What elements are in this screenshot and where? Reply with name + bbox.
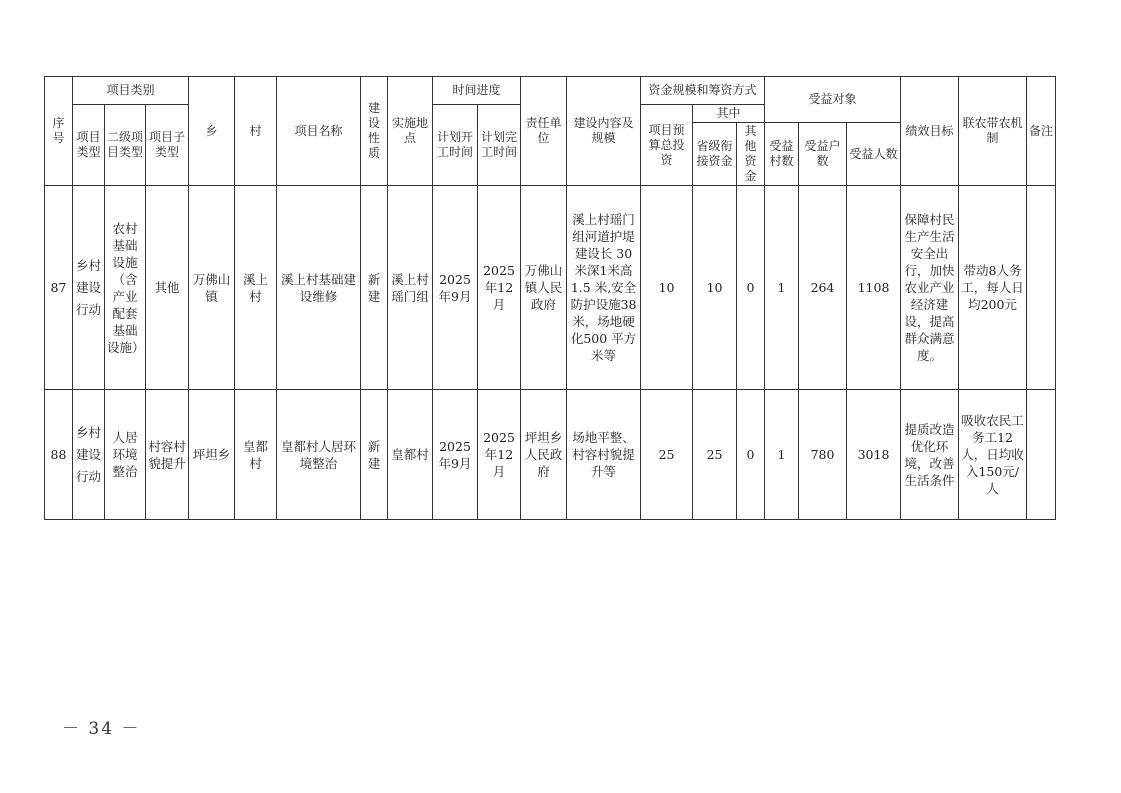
header-category-group: 项目类别 (73, 77, 189, 105)
header-responsible: 责任单位 (521, 77, 567, 186)
row-goal: 保障村民生产生活安全出行，加快农业产业经济建设，提高群众满意度。 (901, 186, 959, 390)
header-cat-type: 项目类型 (73, 105, 105, 186)
header-seq: 序号 (45, 77, 73, 186)
row-other-funds: 0 (737, 186, 765, 390)
header-project-name: 项目名称 (277, 77, 361, 186)
row-cat-type-text: 乡村建设行动 (75, 257, 101, 317)
row-remark (1027, 186, 1056, 390)
header-budget: 项目预算总投资 (641, 105, 693, 186)
row-nature: 新建 (361, 390, 388, 520)
row-ben-households: 780 (799, 390, 847, 520)
header-ben-people: 受益人数 (847, 123, 901, 186)
row-end: 2025年12月 (478, 390, 521, 520)
header-content: 建设内容及规模 (567, 77, 641, 186)
row-township: 坪坦乡 (189, 390, 235, 520)
row-ben-households: 264 (799, 186, 847, 390)
row-start: 2025年9月 (433, 186, 478, 390)
header-funds-group: 资金规模和筹资方式 (641, 77, 765, 105)
header-mechanism: 联农带农机制 (959, 77, 1027, 186)
header-ben-villages: 受益村数 (765, 123, 799, 186)
row-cat-sub: 其他 (146, 186, 189, 390)
row-provincial: 10 (693, 186, 737, 390)
header-village: 村 (235, 77, 277, 186)
row-ben-people: 3018 (847, 390, 901, 520)
header-location: 实施地点 (388, 77, 433, 186)
row-cat-type (73, 186, 105, 390)
row-cat-level2: 农村基础设施（含产业配套基础设施） (105, 186, 146, 390)
header-nature: 建设性质 (361, 77, 388, 186)
row-nature: 新建 (361, 186, 388, 390)
row-village: 皇都村 (235, 390, 277, 520)
row-budget: 25 (641, 390, 693, 520)
project-table (44, 76, 1056, 520)
header-goal: 绩效目标 (901, 77, 959, 186)
row-start: 2025年9月 (433, 390, 478, 520)
header-township: 乡 (189, 77, 235, 186)
row-end: 2025年12月 (478, 186, 521, 390)
row-township: 万佛山镇 (189, 186, 235, 390)
header-start: 计划开工时间 (433, 105, 478, 186)
row-location: 皇都村 (388, 390, 433, 520)
row-project-name: 皇都村人居环境整治 (277, 390, 361, 520)
row-other-funds: 0 (737, 390, 765, 520)
row-budget: 10 (641, 186, 693, 390)
header-cat-sub: 项目子类型 (146, 105, 189, 186)
row-cat-type-text: 乡村建设行动 (75, 424, 101, 484)
row-content: 溪上村瑶门组河道护堤建设长 30 米深1米高1.5 米,安全防护设施38 米，场地硬化500 平方米等 (567, 186, 641, 390)
page-number: － 34 － (62, 719, 141, 739)
row-location: 溪上村瑶门组 (388, 186, 433, 390)
row-mechanism: 带动8人务工，每人日均200元 (959, 186, 1027, 390)
header-cat-level2: 二级项目类型 (105, 105, 146, 186)
header-end: 计划完工时间 (478, 105, 521, 186)
row-seq: 88 (45, 390, 73, 520)
row-project-name: 溪上村基础建设维修 (277, 186, 361, 390)
header-beneficiary-group: 受益对象 (765, 77, 901, 123)
header-among: 其中 (693, 105, 765, 123)
row-village: 溪上村 (235, 186, 277, 390)
row-ben-villages: 1 (765, 390, 799, 520)
table-header (45, 77, 1056, 186)
row-ben-people: 1108 (847, 186, 901, 390)
row-ben-villages: 1 (765, 186, 799, 390)
row-content: 场地平整、村容村貌提升等 (567, 390, 641, 520)
row-cat-type (73, 390, 105, 520)
row-cat-level2: 人居环境整治 (105, 390, 146, 520)
row-seq: 87 (45, 186, 73, 390)
row-responsible: 坪坦乡人民政府 (521, 390, 567, 520)
row-provincial: 25 (693, 390, 737, 520)
header-provincial: 省级衔接资金 (693, 123, 737, 186)
table-row (45, 186, 1056, 390)
row-responsible: 万佛山镇人民政府 (521, 186, 567, 390)
header-ben-households: 受益户数 (799, 123, 847, 186)
row-goal: 提质改造优化环境，改善生活条件 (901, 390, 959, 520)
header-other-funds: 其他资金 (737, 123, 765, 186)
header-schedule-group: 时间进度 (433, 77, 521, 105)
row-remark (1027, 390, 1056, 520)
row-mechanism: 吸收农民工务工12人，日均收入150元/人 (959, 390, 1027, 520)
row-cat-sub: 村容村貌提升 (146, 390, 189, 520)
header-remark: 备注 (1027, 77, 1056, 186)
table-row (45, 390, 1056, 520)
